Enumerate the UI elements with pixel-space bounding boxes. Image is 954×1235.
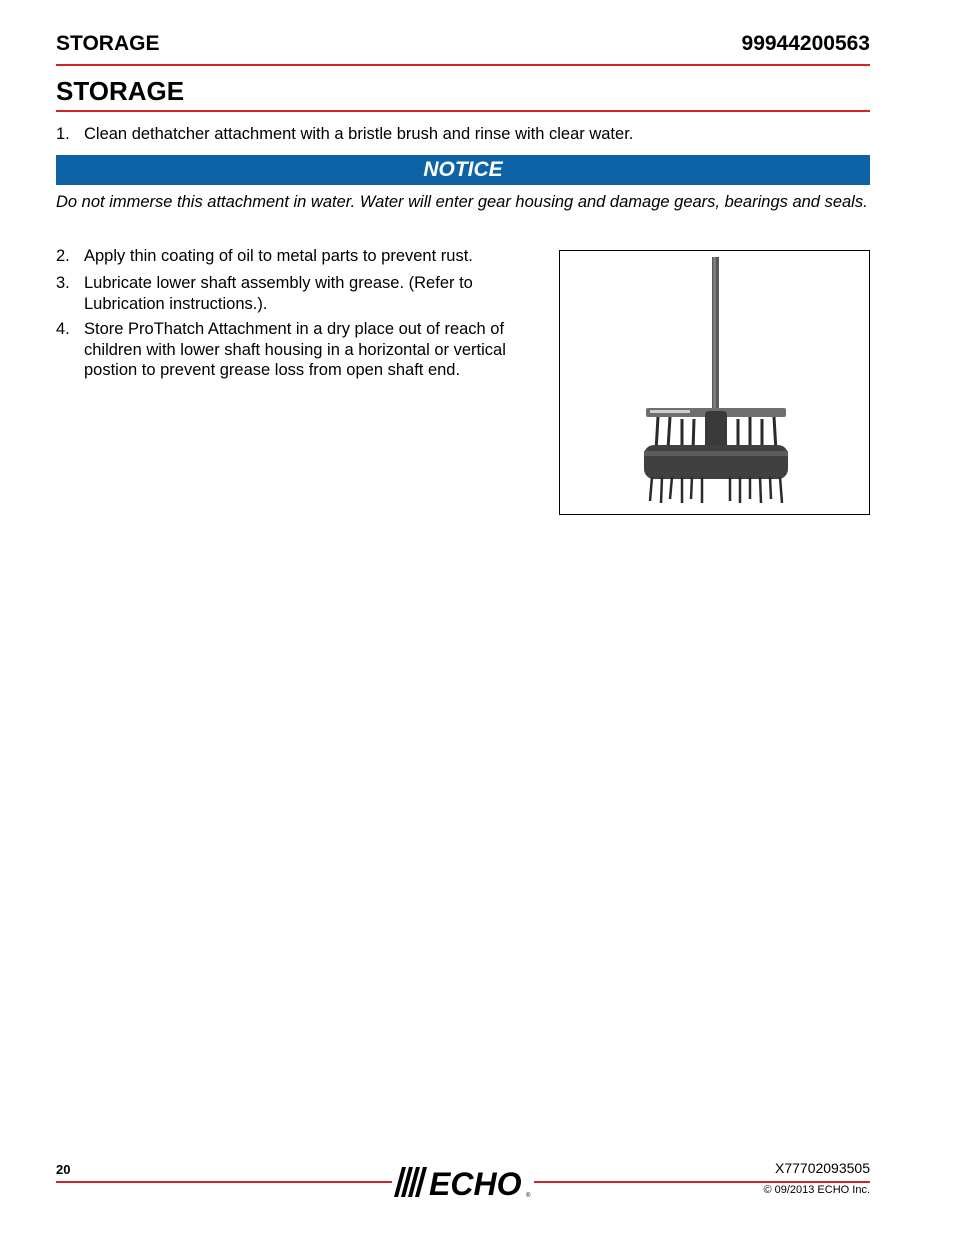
copyright-notice: © 09/2013 ECHO Inc. xyxy=(763,1184,870,1196)
notice-banner: NOTICE xyxy=(56,155,870,185)
echo-logo-text: ECHO xyxy=(429,1166,522,1199)
step-number: 4. xyxy=(56,320,70,338)
document-code: X77702093505 xyxy=(775,1160,870,1176)
footer-divider-left xyxy=(56,1181,392,1183)
page-title: STORAGE xyxy=(56,76,185,106)
svg-text:®: ® xyxy=(526,1193,531,1199)
title-divider xyxy=(56,110,870,112)
step-text: Lubricate lower shaft assembly with grease. (Refer to Lubrication instructions.). xyxy=(84,274,473,313)
step-number: 3. xyxy=(56,274,70,292)
step-number: 2. xyxy=(56,247,70,265)
header-section-title: STORAGE xyxy=(56,32,160,55)
step-text: Clean dethatcher attachment with a bristle brush and rinse with clear water. xyxy=(84,125,634,143)
page-number: 20 xyxy=(56,1162,71,1177)
step-text: Apply thin coating of oil to metal parts to prevent rust. xyxy=(84,247,473,265)
header-part-number: 99944200563 xyxy=(741,32,870,55)
dethatcher-figure xyxy=(559,250,870,515)
step-number: 1. xyxy=(56,125,70,143)
step-text: Store ProThatch Attachment in a dry place out of reach of children with lower shaft housing in a horizontal or vertical postion to prevent grease loss from open shaft end. xyxy=(84,320,506,379)
echo-logo xyxy=(392,1165,534,1199)
notice-text: Do not immerse this attachment in water. Water will enter gear housing and damage gears, bearings and seals. xyxy=(56,193,868,211)
footer-divider-right xyxy=(534,1181,870,1183)
header-divider xyxy=(56,64,870,66)
dethatcher-attachment-illustration xyxy=(560,251,869,514)
